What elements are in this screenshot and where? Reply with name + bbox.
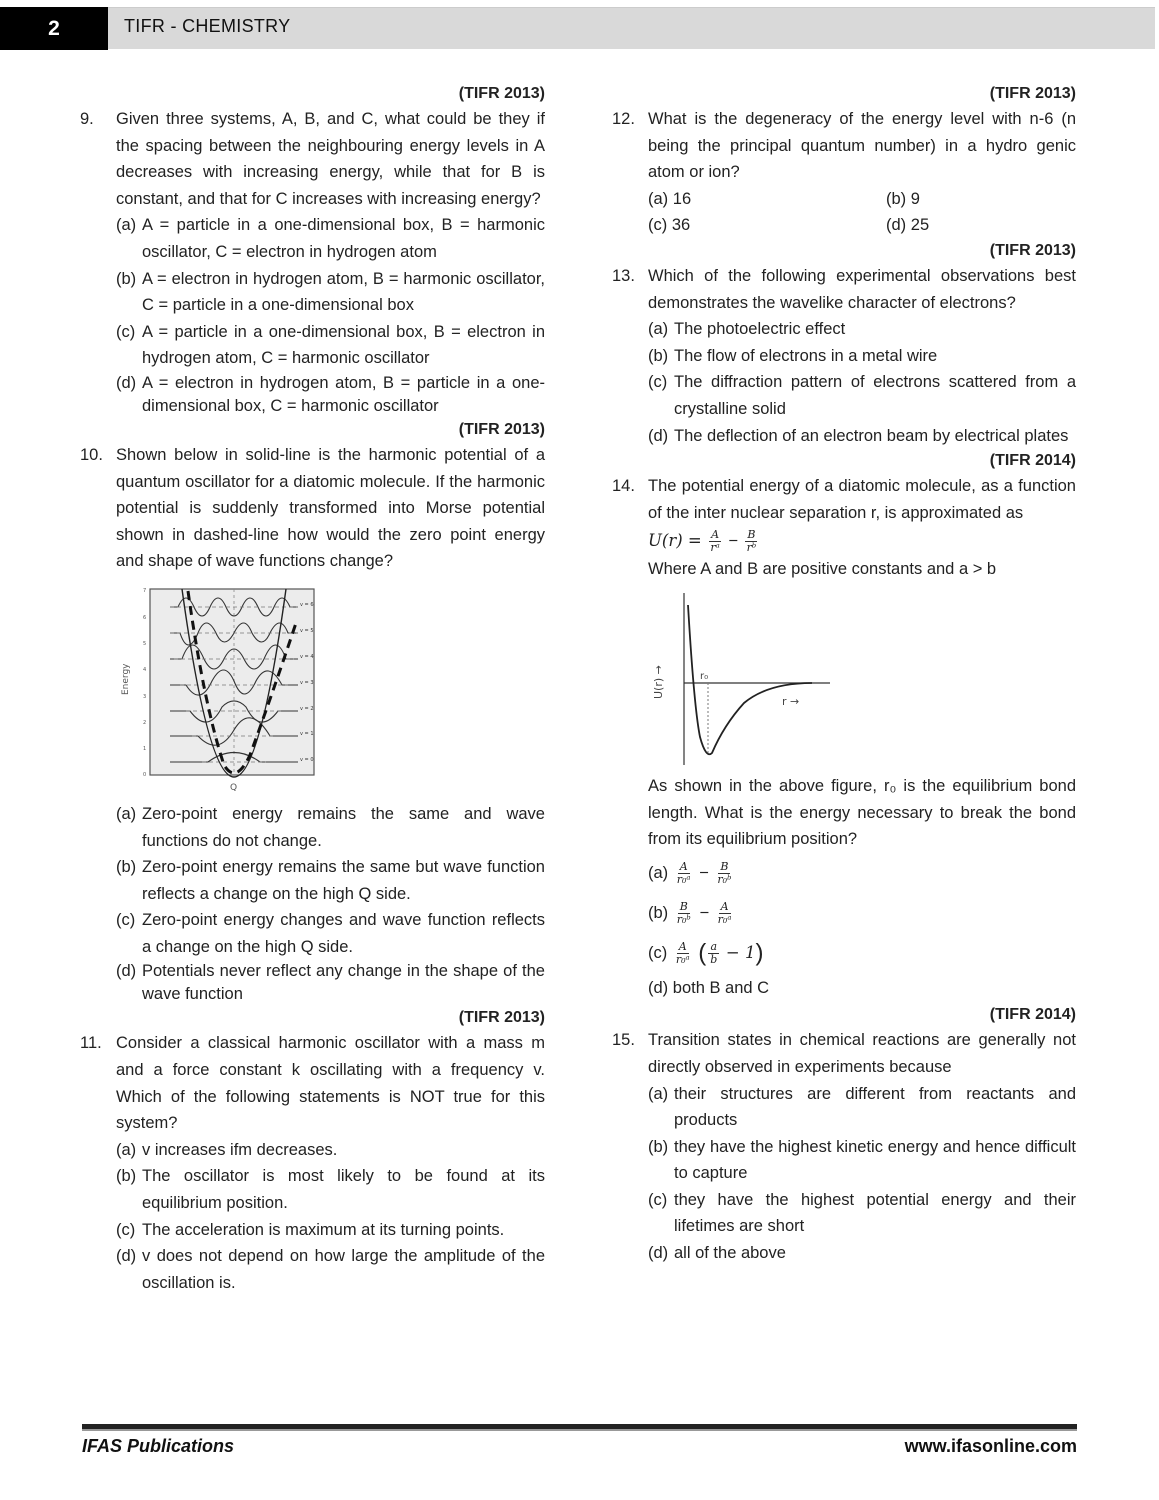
option-text: The diffraction pattern of electrons scattered from a crystalline solid [674, 373, 1076, 418]
svg-text:0: 0 [143, 771, 147, 778]
question-number: 10. [80, 445, 103, 464]
question-14-continued [612, 773, 1076, 853]
option-text: The photoelectric effect [674, 320, 846, 339]
option-text: 36 [671, 216, 691, 235]
option-c[interactable] [80, 1217, 545, 1244]
svg-text:v = 3: v = 3 [300, 679, 314, 686]
potential-energy-figure [648, 587, 868, 767]
question-number: 14. [612, 477, 635, 496]
minus-sign: − [699, 903, 710, 922]
question-text: Transition states in chemical reactions are generally not directly observed in experiments because [648, 1031, 1076, 1076]
svg-text:1: 1 [143, 745, 147, 752]
option-label: (b) [648, 1137, 669, 1156]
question-text: The potential energy of a diatomic molecule, as a function of the inter nuclear separation r, is approximated as [648, 477, 1076, 522]
question-15 [612, 1027, 1076, 1080]
option-text: they have the highest kinetic energy and hence difficult to capture [674, 1137, 1076, 1183]
minus-sign: − [728, 532, 738, 551]
svg-text:5: 5 [143, 640, 147, 647]
question-source: (TIFR 2013) [989, 241, 1076, 259]
svg-text:Energy: Energy [121, 663, 131, 695]
question-source: (TIFR 2014) [989, 452, 1076, 470]
question-source: (TIFR 2013) [458, 1009, 545, 1027]
question-source: (TIFR 2013) [989, 85, 1076, 102]
option-label: (d) [648, 1244, 669, 1263]
option-label: (c) [116, 911, 136, 930]
svg-text:4: 4 [143, 666, 147, 673]
energy-level-diagram [116, 585, 356, 795]
option-text: The acceleration is maximum at its turning points. [142, 1220, 505, 1239]
question-number: 11. [80, 1034, 102, 1053]
option-label: (d) [648, 979, 669, 998]
option-label: (d) [116, 1247, 137, 1266]
option-text: both B and C [672, 979, 770, 998]
fraction: $\frac{B}{\text{r₀ᵇ}}$ [676, 899, 691, 926]
question-11 [80, 1030, 545, 1136]
svg-text:r₀: r₀ [700, 670, 709, 682]
option-a[interactable] [80, 801, 545, 854]
question-number: 13. [612, 266, 635, 285]
question-source: (TIFR 2014) [989, 1006, 1076, 1024]
option-text: A = electron in hydrogen atom, B = particle in a one-dimensional box, C = harmonic oscillator [142, 373, 545, 415]
morse-curve-diagram [648, 587, 868, 767]
option-c[interactable] [80, 907, 545, 960]
publisher-name: IFAS Publications [82, 1436, 235, 1456]
option-label: (b) [648, 903, 669, 922]
option-text: their structures are different from reactants and products [674, 1084, 1076, 1130]
option-label: (d) [116, 962, 137, 981]
footer-divider-shadow [82, 1429, 1077, 1431]
right-paren: ) [755, 939, 764, 967]
svg-text:r →: r → [782, 694, 800, 708]
option-c[interactable] [612, 933, 1076, 974]
question-9 [80, 106, 545, 212]
option-text: The flow of electrons in a metal wire [674, 346, 938, 365]
option-label: (b) [116, 1167, 137, 1186]
equation-condition: Where A and B are positive constants and a > b [648, 560, 997, 579]
option-a[interactable] [612, 853, 1076, 893]
option-text: v does not depend on how large the amplitude of the oscillation is. [142, 1247, 545, 1292]
options-grid [612, 186, 1076, 239]
option-label: (a) [648, 189, 669, 208]
option-b[interactable] [612, 343, 1076, 370]
option-label: (a) [116, 216, 137, 235]
svg-text:3: 3 [143, 693, 147, 700]
minus-one: − 1 [725, 942, 756, 962]
question-14 [612, 473, 1076, 526]
option-label: (d) [648, 426, 669, 445]
option-d[interactable] [612, 1240, 1076, 1267]
option-text: The deflection of an electron beam by electrical plates [674, 426, 1069, 445]
option-a[interactable] [612, 1081, 1076, 1134]
website-link[interactable]: www.ifasonline.com [904, 1436, 1077, 1456]
left-column [80, 82, 545, 1296]
fraction: $\frac{A}{\text{r₀ᵃ}}$ [717, 899, 732, 926]
option-label: (d) [116, 373, 137, 392]
option-label: (c) [648, 943, 668, 962]
option-label: (a) [648, 1084, 669, 1103]
option-text: v increases ifm decreases. [142, 1140, 338, 1159]
question-number: 12. [612, 110, 635, 128]
option-text: A = particle in a one-dimensional box, B = harmonic oscillator, C = electron in hydrogen atom [142, 216, 545, 261]
option-d[interactable] [80, 1243, 545, 1296]
svg-text:v = 6: v = 6 [300, 601, 314, 608]
option-d[interactable] [612, 973, 1076, 1003]
option-text: all of the above [674, 1244, 786, 1263]
page-number: 2 [0, 7, 108, 50]
option-b[interactable] [886, 186, 1086, 213]
svg-text:v = 5: v = 5 [300, 627, 314, 634]
option-a[interactable] [80, 1137, 545, 1164]
option-b[interactable] [612, 1134, 1076, 1187]
option-d[interactable] [80, 960, 545, 1006]
option-d[interactable] [80, 372, 545, 418]
svg-text:7: 7 [143, 587, 147, 594]
left-paren: ( [698, 939, 707, 967]
option-text: A = particle in a one-dimensional box, B = electron in hydrogen atom, C = harmonic oscillator [142, 322, 545, 368]
question-text: Shown below in solid-line is the harmonic potential of a quantum oscillator for a diatomic molecule. If the harmonic potential is suddenly transformed into Morse potential shown in dashed-line how would the zero point energy and shape of wave functions change? [116, 445, 545, 571]
question-13 [612, 263, 1076, 316]
option-d[interactable] [612, 423, 1076, 450]
option-c[interactable] [648, 212, 886, 239]
option-c[interactable] [612, 369, 1076, 422]
potential-equation [612, 526, 1076, 556]
option-label: (b) [886, 189, 907, 208]
fraction: $\frac{B}{\text{rᵇ}}$ [746, 528, 757, 555]
option-label: (c) [648, 1190, 668, 1209]
option-text: Zero-point energy remains the same and wave functions do not change. [142, 804, 545, 850]
option-d[interactable] [886, 212, 1086, 239]
option-label: (a) [116, 804, 137, 823]
question-10 [80, 442, 545, 575]
option-text: they have the highest potential energy and their lifetimes are short [674, 1190, 1076, 1236]
question-number: 9. [80, 110, 94, 128]
svg-text:v = 0: v = 0 [300, 756, 314, 763]
option-text: Potentials never reflect any change in the shape of the wave function [142, 962, 545, 1004]
option-label: (a) [648, 863, 669, 882]
option-text: The oscillator is most likely to be found at its equilibrium position. [142, 1167, 545, 1213]
option-label: (b) [116, 269, 137, 288]
option-label: (a) [648, 320, 669, 339]
option-c[interactable] [612, 1187, 1076, 1240]
option-label: (c) [116, 1220, 136, 1239]
option-a[interactable] [648, 186, 886, 213]
svg-text:Q: Q [230, 782, 238, 793]
option-label: (c) [648, 216, 668, 235]
question-text: Given three systems, A, B, and C, what could be they if the spacing between the neighbouring energy levels in A decreases with increasing energy, while that for B is constant, and that for C increases with increasing energy? [116, 110, 545, 208]
right-column [612, 82, 1076, 1267]
option-text: 16 [672, 189, 692, 208]
option-text: A = electron in hydrogen atom, B = harmonic oscillator, C = particle in a one-dimensional box [142, 269, 545, 315]
option-label: (b) [116, 858, 137, 877]
option-label: (c) [648, 373, 668, 392]
option-text: 9 [910, 189, 920, 208]
option-label: (d) [886, 216, 907, 235]
svg-text:v = 2: v = 2 [300, 705, 314, 712]
fraction: $\frac{A}{\text{r₀ᵃ}}$ [675, 939, 690, 966]
question-source: (TIFR 2013) [458, 85, 545, 102]
option-text: Zero-point energy changes and wave function reflects a change on the high Q side. [142, 911, 545, 956]
question-source: (TIFR 2013) [458, 420, 545, 438]
svg-text:U(r) →: U(r) → [652, 665, 665, 699]
fraction: $\frac{A}{\text{r₀ᵃ}}$ [676, 859, 691, 886]
option-a[interactable] [80, 212, 545, 265]
option-c[interactable] [80, 319, 545, 372]
fraction: $\frac{a}{b}$ [710, 939, 718, 966]
question-text: Consider a classical harmonic oscillator with a mass m and a force constant k oscillating with a frequency v. Which of the following statements is NOT true for this system? [116, 1034, 545, 1133]
option-label: (a) [116, 1140, 137, 1159]
minus-sign: − [699, 863, 709, 882]
option-text: 25 [910, 216, 930, 235]
option-b[interactable] [80, 266, 545, 319]
header-title: TIFR - CHEMISTRY [124, 16, 291, 36]
option-b[interactable] [80, 854, 545, 907]
question-text: As shown in the above figure, r₀ is the equilibrium bond length. What is the energy necessary to break the bond from its equilibrium position? [648, 776, 1076, 849]
question-text: What is the degeneracy of the energy level with n-6 (n being the principal quantum number) in a hydro genic atom or ion? [648, 110, 1076, 182]
svg-text:6: 6 [143, 614, 147, 621]
question-12 [612, 106, 1076, 186]
question-number: 15. [612, 1031, 635, 1050]
question-text: Which of the following experimental observations best demonstrates the wavelike character of electrons? [648, 266, 1076, 312]
option-text: Zero-point energy remains the same but wave function reflects a change on the high Q side. [142, 858, 545, 903]
option-label: (b) [648, 346, 669, 365]
option-label: (c) [116, 322, 136, 341]
option-a[interactable] [612, 316, 1076, 343]
fraction: $\frac{A}{\text{rᵃ}}$ [710, 528, 720, 555]
equation-lhs: U(r) = [648, 531, 702, 551]
fraction: $\frac{B}{\text{r₀ᵇ}}$ [717, 859, 732, 886]
option-b[interactable] [612, 893, 1076, 933]
option-b[interactable] [80, 1163, 545, 1216]
svg-text:v = 4: v = 4 [300, 653, 314, 660]
svg-text:2: 2 [143, 719, 147, 726]
svg-text:v = 1: v = 1 [300, 730, 314, 737]
harmonic-oscillator-figure [116, 585, 356, 795]
